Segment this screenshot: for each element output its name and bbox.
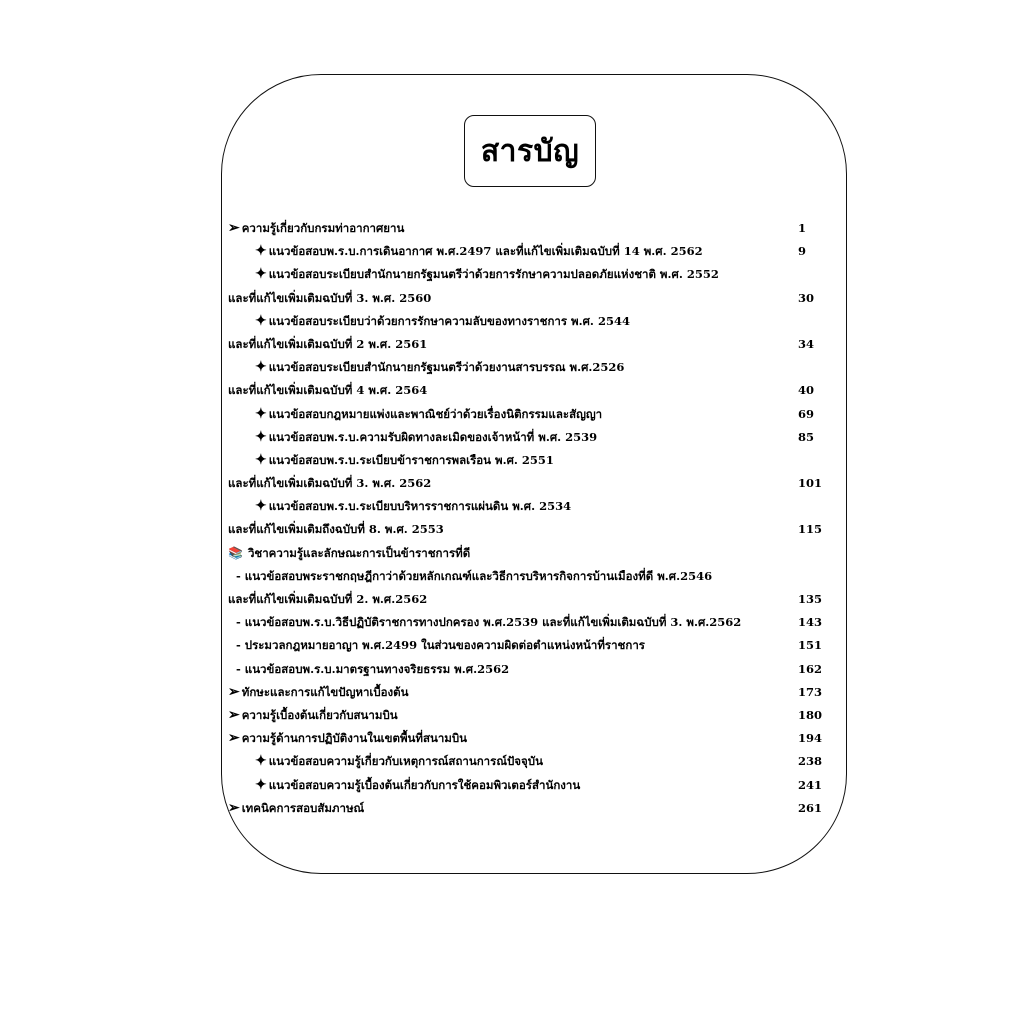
toc-entry-page: 9: [798, 244, 807, 259]
toc-entry-text: [255, 426, 597, 449]
table-of-contents: [228, 217, 828, 820]
toc-entry: [228, 681, 828, 704]
toc-entry: [228, 356, 828, 379]
arrow-bullet-icon: ➢: [228, 683, 240, 700]
toc-entry-label: แนวข้อสอบพ.ร.บ.ระเบียบบริหารราชการแผ่นดิน พ.ศ. 2534: [268, 499, 572, 514]
toc-entry-label: แนวข้อสอบความรู้เกี่ยวกับเหตุการณ์สถานการณ์ปัจจุบัน: [268, 754, 543, 769]
toc-entry-page: 180: [798, 707, 823, 722]
toc-entry: [228, 774, 828, 797]
star-bullet-icon: ✦: [255, 266, 267, 283]
toc-entry-label: เทคนิคการสอบสัมภาษณ์: [241, 800, 365, 815]
toc-entry-text: [228, 681, 409, 704]
toc-entry: [228, 727, 828, 750]
star-bullet-icon: ✦: [255, 451, 267, 468]
toc-entry-page: 1: [798, 221, 807, 235]
toc-entry: [228, 310, 828, 333]
toc-entry-label: แนวข้อสอบพ.ร.บ.ความรับผิดทางละเมิดของเจ้าหน้าที่ พ.ศ. 2539: [268, 429, 598, 444]
toc-entry-label: - แนวข้อสอบพ.ร.บ.มาตรฐานทางจริยธรรม พ.ศ.2562: [236, 661, 510, 676]
toc-entry-text: [255, 750, 543, 773]
toc-entry-text: [255, 240, 703, 263]
toc-entry-text: [236, 565, 712, 588]
toc-entry: [228, 217, 828, 240]
star-bullet-icon: ✦: [255, 498, 267, 515]
star-bullet-icon: ✦: [255, 359, 267, 376]
arrow-bullet-icon: ➢: [228, 730, 240, 747]
toc-entry-label: ความรู้เกี่ยวกับกรมท่าอากาศยาน: [241, 221, 405, 235]
toc-entry-text: [255, 774, 580, 797]
toc-entry: [228, 658, 828, 681]
toc-entry-text: [228, 704, 398, 727]
toc-entry-text: [236, 658, 509, 681]
toc-entry: [228, 588, 828, 611]
title-box: [464, 115, 596, 187]
toc-entry: [228, 542, 828, 565]
star-bullet-icon: ✦: [255, 428, 267, 445]
toc-entry-label: และที่แก้ไขเพิ่มเติมฉบับที่ 3. พ.ศ. 2562: [228, 476, 432, 491]
toc-entry-label: และที่แก้ไขเพิ่มเติมถึงฉบับที่ 8. พ.ศ. 2553: [228, 522, 444, 537]
arrow-bullet-icon: ➢: [228, 706, 240, 723]
toc-entry-text: [255, 263, 719, 286]
toc-entry-page: 30: [798, 290, 815, 305]
star-bullet-icon: ✦: [255, 243, 267, 260]
toc-entry-label: แนวข้อสอบระเบียบสำนักนายกรัฐมนตรีว่าด้วยงานสารบรรณ พ.ศ.2526: [268, 360, 625, 375]
toc-entry: [228, 426, 828, 449]
toc-entry-page: 85: [798, 429, 815, 444]
toc-entry-page: 162: [798, 661, 823, 676]
toc-entry-text: [255, 356, 624, 379]
toc-entry-text: [228, 518, 444, 541]
toc-entry: [228, 449, 828, 472]
toc-entry-text: [228, 287, 431, 310]
toc-entry-page: 115: [798, 522, 823, 537]
toc-entry-label: แนวข้อสอบระเบียบสำนักนายกรัฐมนตรีว่าด้วยการรักษาความปลอดภัยแห่งชาติ พ.ศ. 2552: [268, 267, 719, 282]
star-bullet-icon: ✦: [255, 753, 267, 770]
toc-entry: [228, 333, 828, 356]
toc-entry: [228, 611, 828, 634]
toc-entry-page: 194: [798, 731, 823, 746]
star-bullet-icon: ✦: [255, 312, 267, 329]
toc-entry-label: และที่แก้ไขเพิ่มเติมฉบับที่ 2 พ.ศ. 2561: [228, 336, 428, 351]
toc-entry-page: 143: [798, 615, 823, 630]
star-bullet-icon: ✦: [255, 405, 267, 422]
toc-entry: [228, 750, 828, 773]
page-title: สารบัญ: [480, 133, 580, 169]
toc-entry-text: [236, 611, 741, 634]
books-icon: 📚: [228, 545, 243, 560]
toc-entry-label: วิชาความรู้และลักษณะการเป็นข้าราชการที่ดี: [247, 545, 471, 560]
toc-entry: [228, 472, 828, 495]
toc-entry: [228, 287, 828, 310]
arrow-bullet-icon: ➢: [228, 799, 240, 816]
toc-entry-text: [228, 333, 427, 356]
toc-entry-page: 69: [798, 406, 815, 421]
toc-entry-text: [255, 495, 571, 518]
toc-entry-label: แนวข้อสอบระเบียบว่าด้วยการรักษาความลับของทางราชการ พ.ศ. 2544: [268, 313, 630, 328]
star-bullet-icon: ✦: [255, 776, 267, 793]
toc-entry-text: [228, 542, 470, 565]
toc-entry: [228, 518, 828, 541]
toc-entry: [228, 495, 828, 518]
toc-entry-page: 173: [798, 684, 823, 699]
toc-entry-label: แนวข้อสอบความรู้เบื้องต้นเกี่ยวกับการใช้คอมพิวเตอร์สำนักงาน: [268, 777, 581, 792]
toc-entry: [228, 403, 828, 426]
toc-entry-text: [255, 310, 630, 333]
toc-entry-page: 261: [798, 800, 823, 815]
toc-entry-label: แนวข้อสอบพ.ร.บ.ระเบียบข้าราชการพลเรือน พ.ศ. 2551: [268, 452, 554, 467]
toc-entry-text: [228, 727, 467, 750]
toc-entry: [228, 240, 828, 263]
toc-entry-text: [228, 379, 427, 402]
toc-entry-label: - แนวข้อสอบพระราชกฤษฎีกาว่าด้วยหลักเกณฑ์และวิธีการบริหารกิจการบ้านเมืองที่ดี พ.ศ.2546: [236, 568, 713, 583]
toc-entry-label: - ประมวลกฎหมายอาญา พ.ศ.2499 ในส่วนของความผิดต่อตำแหน่งหน้าที่ราชการ: [236, 638, 645, 653]
toc-entry-label: - แนวข้อสอบพ.ร.บ.วิธีปฏิบัติราชการทางปกครอง พ.ศ.2539 และที่แก้ไขเพิ่มเติมฉบับที่ 3. พ.ศ.2562: [236, 615, 742, 630]
toc-entry-page: 238: [798, 754, 823, 769]
toc-entry: [228, 634, 828, 657]
toc-entry-text: [228, 472, 431, 495]
toc-entry: [228, 565, 828, 588]
toc-entry-page: 40: [798, 383, 815, 398]
toc-entry-text: [255, 403, 602, 426]
toc-entry: [228, 704, 828, 727]
toc-entry-label: แนวข้อสอบกฎหมายแพ่งและพาณิชย์ว่าด้วยเรื่องนิติกรรมและสัญญา: [268, 406, 603, 421]
toc-entry-text: [228, 797, 364, 820]
toc-entry-page: 241: [798, 777, 823, 792]
toc-entry-page: 135: [798, 592, 823, 606]
toc-entry: [228, 379, 828, 402]
toc-entry-label: และที่แก้ไขเพิ่มเติมฉบับที่ 4 พ.ศ. 2564: [228, 383, 428, 398]
toc-entry-text: [228, 217, 404, 240]
toc-entry-label: และที่แก้ไขเพิ่มเติมฉบับที่ 2. พ.ศ.2562: [228, 592, 428, 606]
toc-entry-text: [236, 634, 645, 657]
toc-entry-label: และที่แก้ไขเพิ่มเติมฉบับที่ 3. พ.ศ. 2560: [228, 290, 432, 305]
arrow-bullet-icon: ➢: [228, 220, 240, 236]
toc-entry-label: ทักษะและการแก้ไขปัญหาเบื้องต้น: [241, 684, 409, 699]
toc-entry-label: ความรู้ด้านการปฏิบัติงานในเขตพื้นที่สนามบิน: [241, 731, 468, 746]
toc-entry: [228, 797, 828, 820]
toc-entry-text: [228, 588, 427, 611]
toc-entry-page: 101: [798, 476, 823, 491]
toc-entry-label: ความรู้เบื้องต้นเกี่ยวกับสนามบิน: [241, 707, 398, 722]
toc-entry-page: 34: [798, 336, 815, 351]
toc-entry: [228, 263, 828, 286]
toc-entry-text: [255, 449, 554, 472]
toc-entry-label: แนวข้อสอบพ.ร.บ.การเดินอากาศ พ.ศ.2497 และที่แก้ไขเพิ่มเติมฉบับที่ 14 พ.ศ. 2562: [268, 244, 703, 259]
toc-entry-page: 151: [798, 638, 823, 653]
